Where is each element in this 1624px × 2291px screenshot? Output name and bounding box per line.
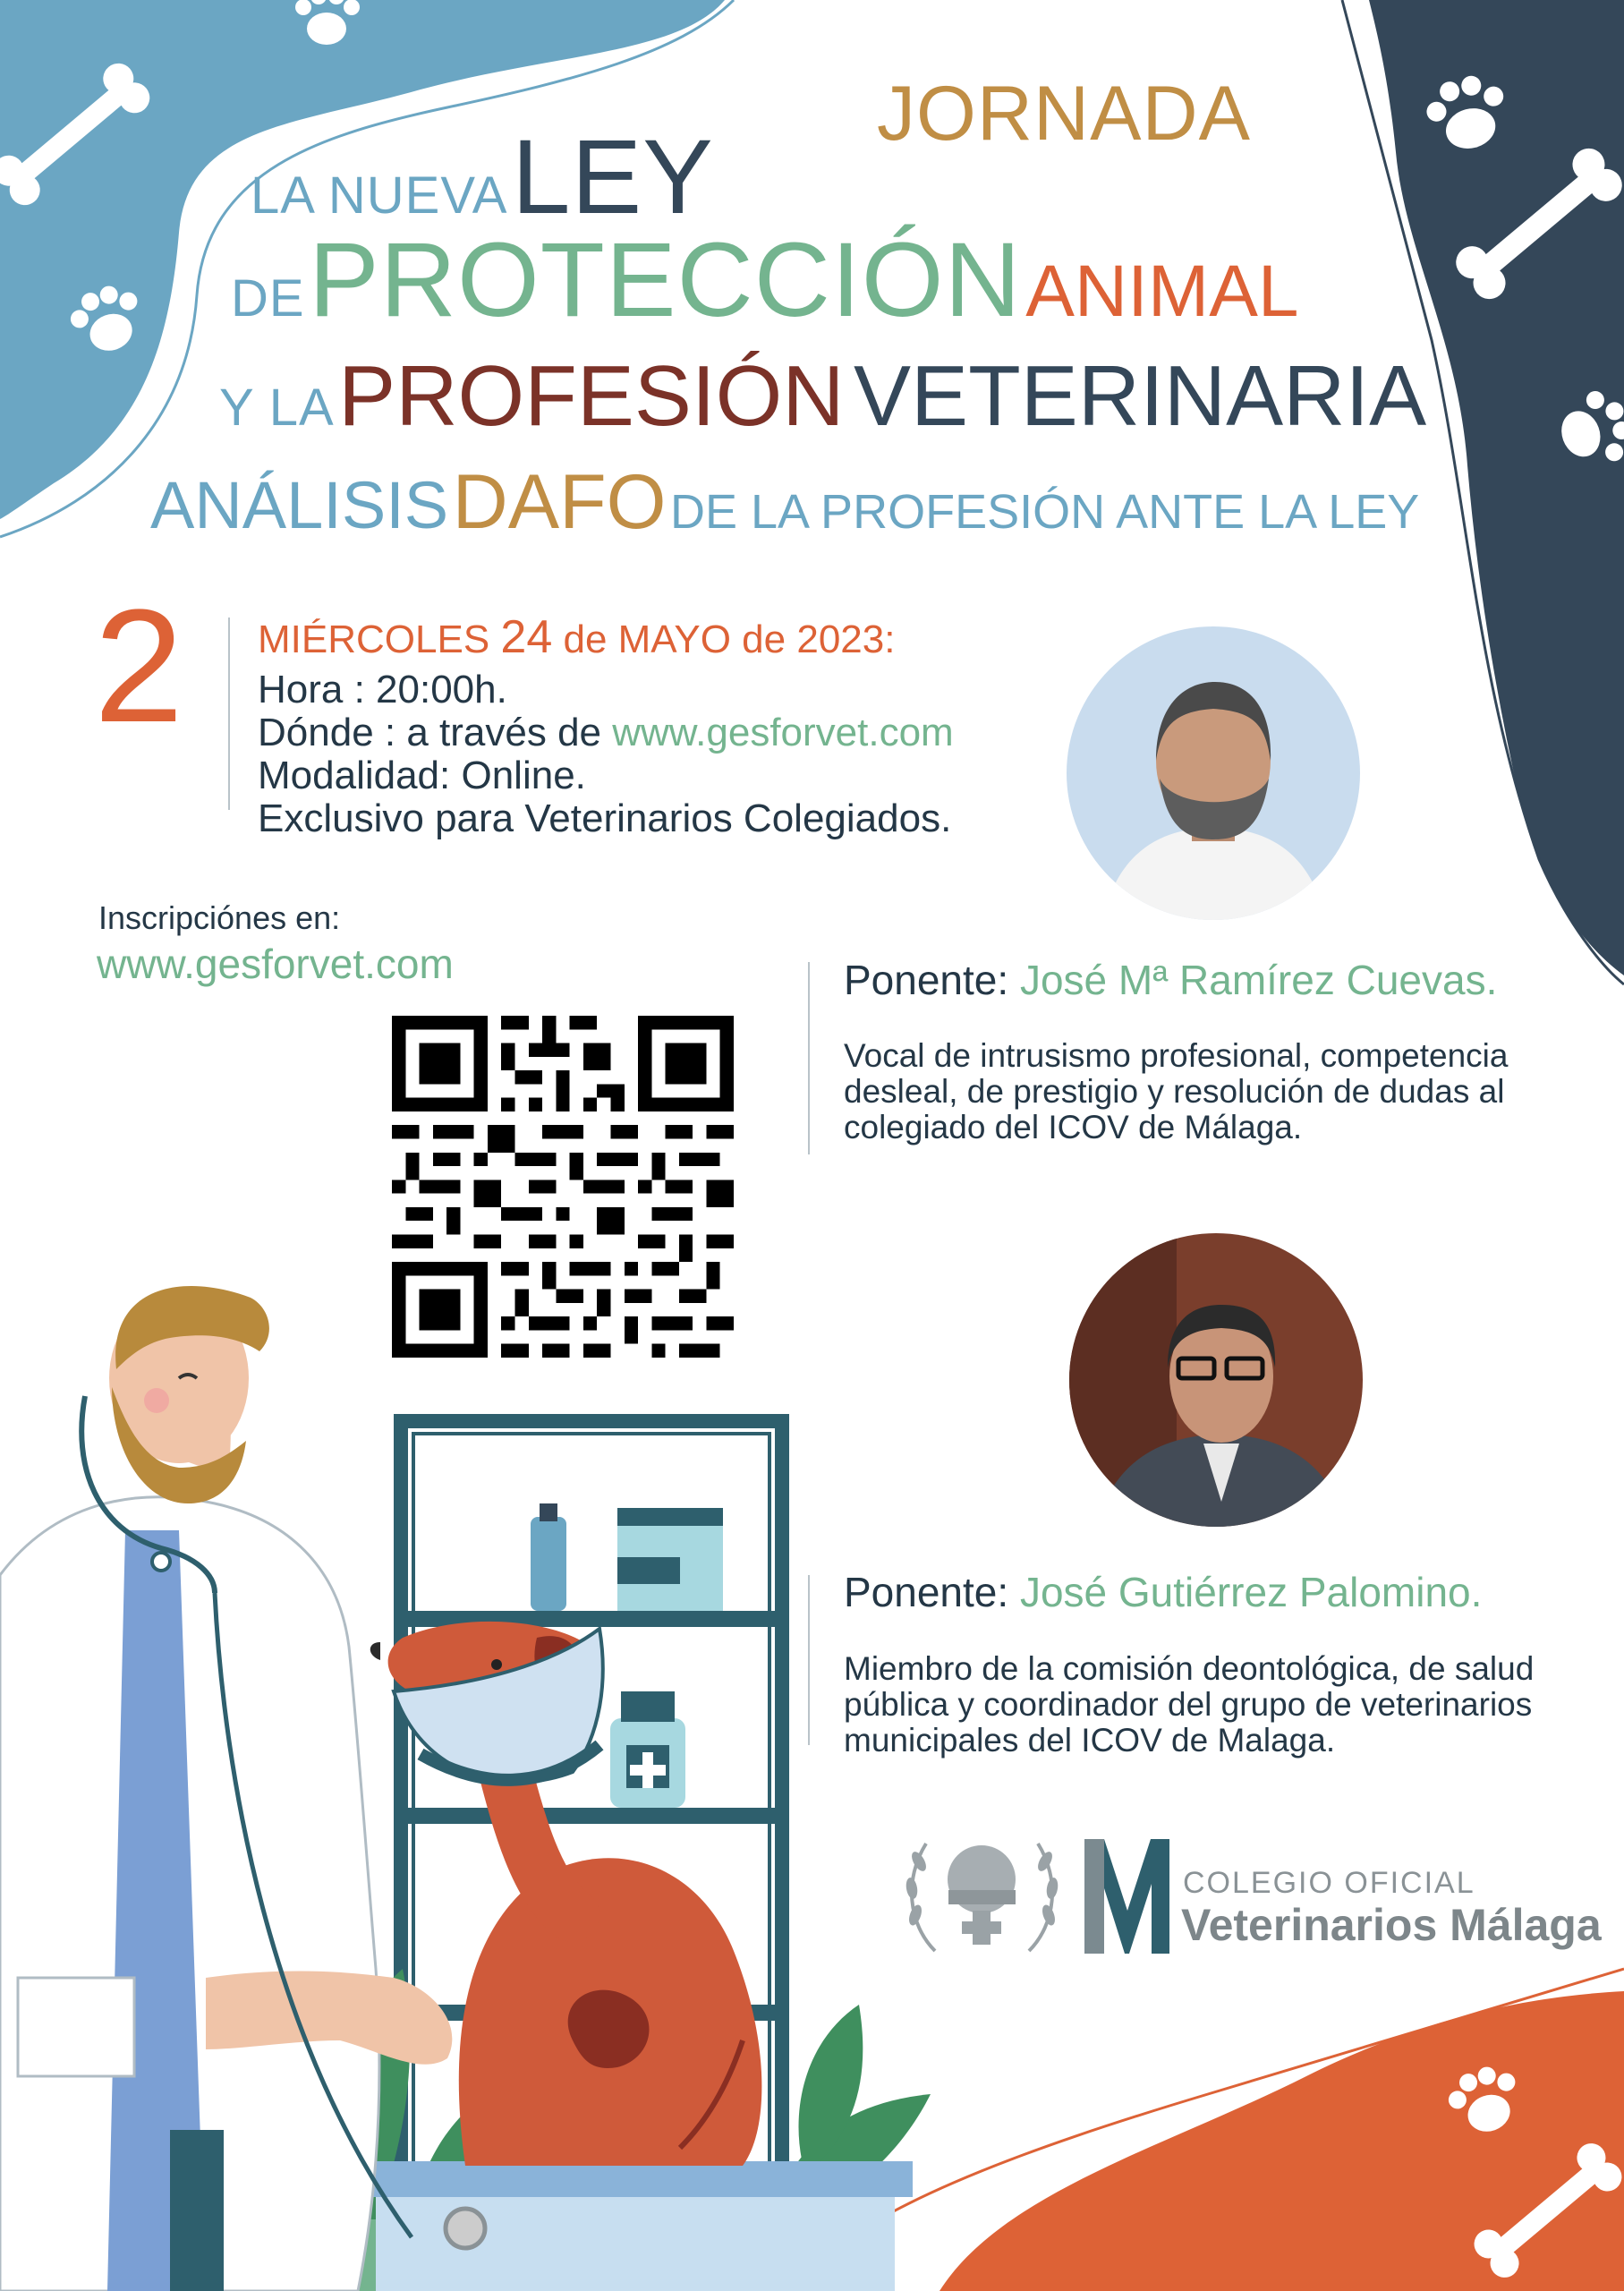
title-word: DE: [231, 269, 305, 328]
speaker-label: Ponente:: [844, 957, 1009, 1003]
title-line-2: [231, 219, 1299, 341]
event-hora: Hora : 20:00h.: [258, 668, 507, 711]
event-donde: [258, 711, 954, 754]
title-word: VETERINARIA: [854, 348, 1427, 444]
speaker-1-description: Vocal de intrusismo profesional, competencia desleal, de prestigio y resolución de dudas al colegiado del ICOV de Málaga.: [844, 1037, 1509, 1146]
speaker-label: Ponente:: [844, 1569, 1009, 1615]
date-day: 24: [500, 611, 553, 663]
divider: [808, 962, 810, 1154]
event-exclusivo: Exclusivo para Veterinarios Colegiados.: [258, 796, 952, 840]
date-rest: de MAYO de 2023:: [563, 617, 896, 661]
title-line-3: [219, 347, 1426, 446]
event-day-number: 2: [94, 576, 184, 756]
vet-illustration: [0, 1235, 984, 2291]
jornada-label: JORNADA: [877, 71, 1251, 157]
title-word: PROTECCIÓN: [309, 221, 1022, 339]
title-word: LA NUEVA: [251, 166, 508, 225]
donde-prefix: Dónde : a través de: [258, 711, 602, 754]
speaker-2-name: José Gutiérrez Palomino.: [1019, 1569, 1483, 1615]
speaker-2-photo: [1069, 1233, 1363, 1527]
logo-line-1: COLEGIO OFICIAL: [1183, 1866, 1475, 1900]
title-word: ANIMAL: [1025, 251, 1299, 332]
logo-line-2: Veterinarios Málaga: [1181, 1900, 1602, 1950]
date-prefix: MIÉRCOLES: [258, 617, 490, 661]
inscripciones-label: Inscripciónes en:: [98, 899, 341, 936]
title-word: PROFESIÓN: [338, 348, 845, 444]
title-word: DE LA PROFESIÓN ANTE LA LEY: [669, 485, 1420, 539]
event-date: [258, 611, 954, 663]
inscripciones-link[interactable]: www.gesforvet.com: [97, 941, 454, 987]
icov-v-logo: [1084, 1839, 1169, 1954]
title-word: LEY: [511, 118, 714, 236]
title-word: DAFO: [452, 459, 667, 545]
title-line-4: [150, 458, 1419, 547]
speaker-1-name: José Mª Ramírez Cuevas.: [1019, 957, 1498, 1003]
title-word: ANÁLISIS: [150, 468, 449, 542]
bottom-right-blob: [940, 1991, 1624, 2291]
event-modalidad: Modalidad: Online.: [258, 754, 586, 797]
speaker-2-description: Miembro de la comisión deontológica, de salud pública y coordinador del grupo de veterinarios municipales del ICOV de Malaga.: [844, 1650, 1535, 1759]
donde-link[interactable]: www.gesforvet.com: [612, 711, 954, 754]
speaker-1-heading: [844, 956, 1497, 1004]
event-info: [258, 611, 954, 840]
title-word: Y LA: [219, 379, 335, 437]
speaker-1-photo: [1067, 626, 1360, 920]
divider: [228, 617, 230, 810]
